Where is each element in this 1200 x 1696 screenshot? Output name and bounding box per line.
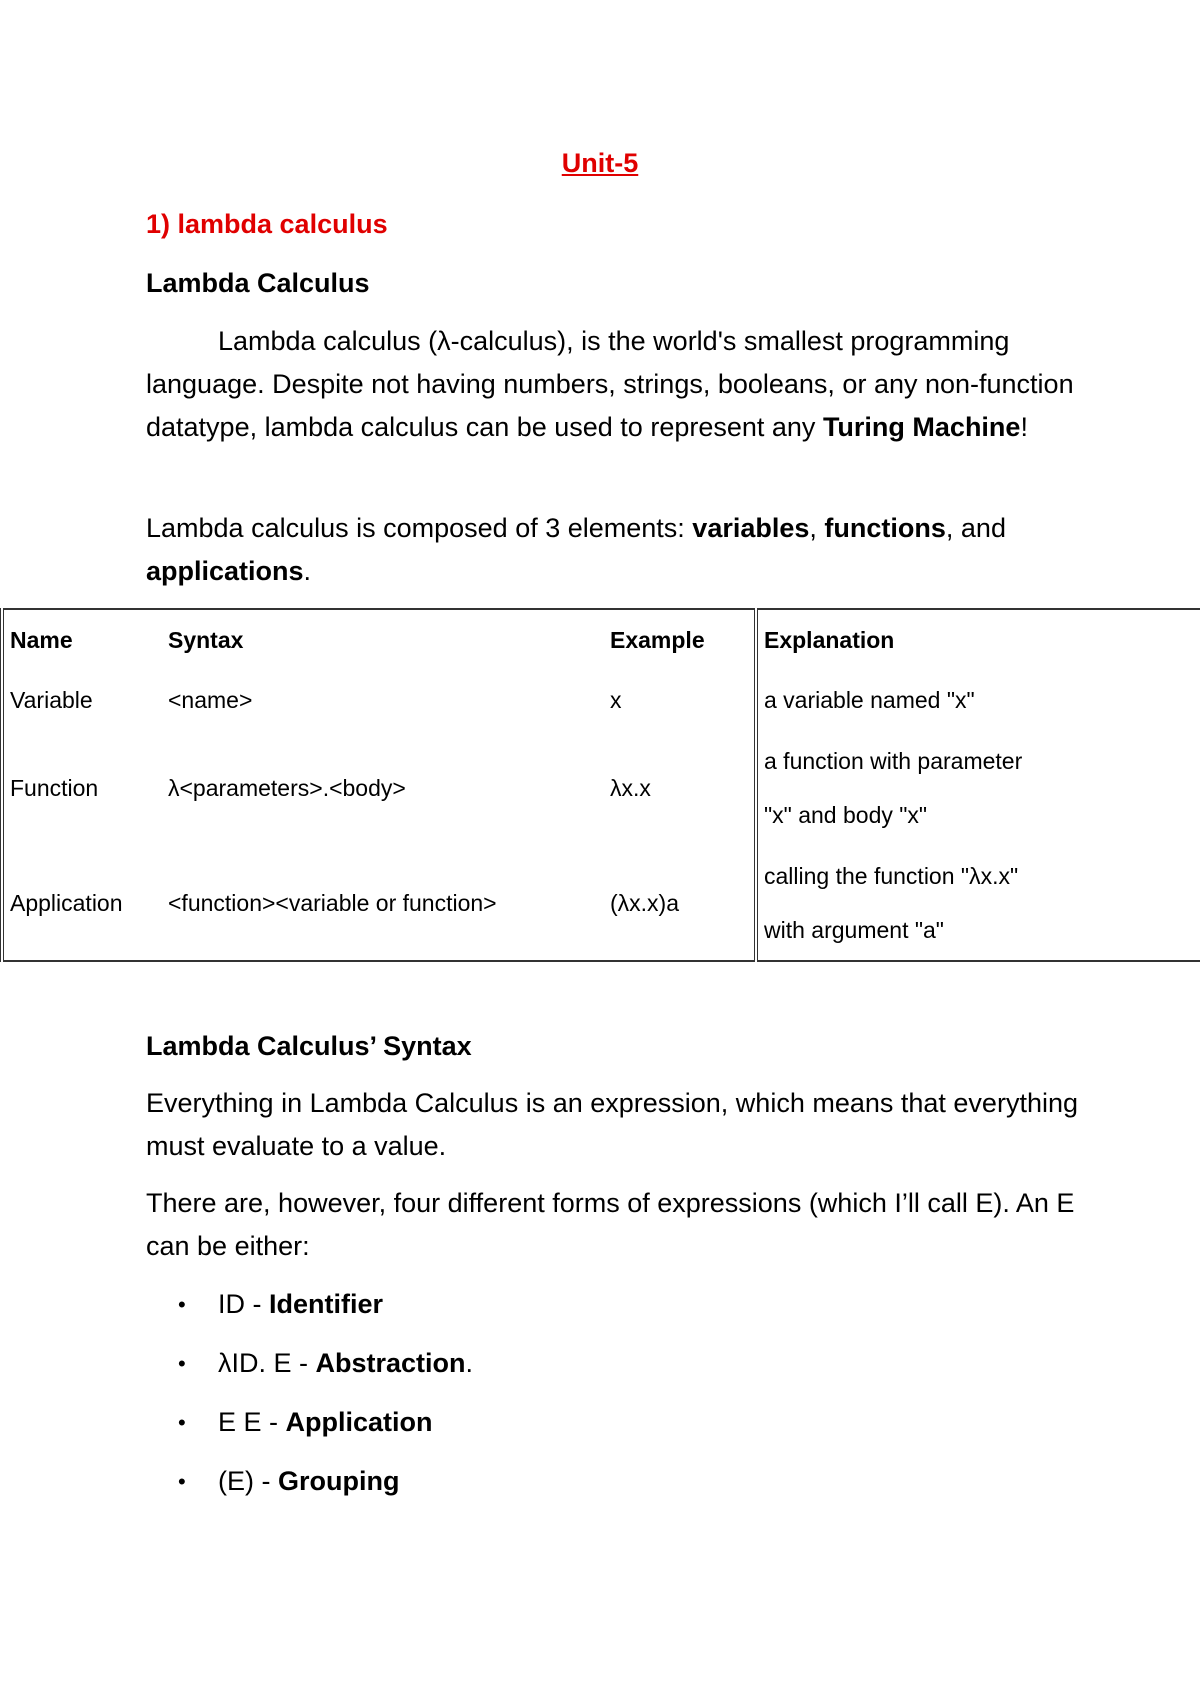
explanation-line-2: with argument "a" — [764, 916, 944, 943]
explanation-line-1: calling the function "λx.x" — [764, 862, 1019, 889]
cell-example: x — [610, 687, 622, 713]
form-prefix: (E) - — [218, 1466, 278, 1496]
bullet-icon: • — [178, 1410, 186, 1435]
bullet-icon: • — [178, 1469, 186, 1494]
intro-paragraph — [146, 320, 1086, 449]
cell-name: Application — [2, 845, 162, 961]
table-row — [2, 730, 1200, 845]
cell-name: Variable — [2, 670, 162, 730]
table-header-row — [2, 609, 1200, 670]
explanation-line-2: "x" and body "x" — [764, 801, 928, 828]
elements-functions: functions — [824, 513, 946, 543]
bullet-icon: • — [178, 1351, 186, 1376]
table-row — [2, 845, 1200, 961]
form-prefix: E E - — [218, 1407, 286, 1437]
elements-variables: variables — [692, 513, 810, 543]
intro-end: ! — [1020, 412, 1028, 442]
cell-syntax: <name> — [168, 687, 253, 713]
cell-name: Function — [2, 730, 162, 845]
table-row — [2, 670, 1200, 730]
header-example: Example — [610, 627, 705, 653]
cell-example: λx.x — [610, 774, 651, 801]
bullet-icon: • — [178, 1292, 186, 1317]
cell-explanation — [756, 730, 1200, 845]
elements-end: . — [303, 556, 312, 586]
cell-example: (λx.x)a — [610, 889, 679, 916]
cell-explanation: a variable named "x" — [756, 670, 1200, 730]
form-name: Grouping — [278, 1466, 400, 1496]
list-item — [146, 1401, 473, 1460]
elements-sep-1: , — [809, 513, 825, 543]
lambda-elements-table — [0, 608, 1200, 962]
unit-title: Unit-5 — [561, 148, 639, 178]
form-prefix: λID. E - — [218, 1348, 316, 1378]
cell-syntax: <function><variable or function> — [168, 889, 497, 916]
elements-sep-2: , and — [945, 513, 1006, 543]
section-heading: 1) lambda calculus — [146, 209, 388, 239]
list-item — [146, 1283, 473, 1342]
form-name: Abstraction — [315, 1348, 466, 1378]
form-prefix: ID - — [218, 1289, 269, 1319]
form-name: Identifier — [269, 1289, 384, 1319]
list-item — [146, 1342, 473, 1401]
header-explanation: Explanation — [756, 609, 1200, 670]
cell-syntax: λ<parameters>.<body> — [168, 774, 406, 801]
syntax-heading: Lambda Calculus’ Syntax — [146, 1031, 472, 1061]
header-name: Name — [2, 609, 162, 670]
intro-bold-term: Turing Machine — [822, 412, 1021, 442]
cell-explanation — [756, 845, 1200, 961]
form-name: Application — [285, 1407, 433, 1437]
list-item — [146, 1460, 473, 1519]
expression-forms-list — [146, 1283, 473, 1519]
expression-paragraph: Everything in Lambda Calculus is an expression, which means that everything must evaluate to a value. — [146, 1088, 1078, 1161]
intro-text: Lambda calculus (λ-calculus), is the world's smallest programming language. Despite not having numbers, strings, booleans, or any non-function datatype, lambda calculus can be used to represent any — [146, 326, 1074, 442]
forms-intro-paragraph: There are, however, four different forms of expressions (which I’ll call E). An E can be either: — [146, 1188, 1075, 1261]
sub-heading: Lambda Calculus — [146, 268, 370, 298]
header-syntax: Syntax — [168, 627, 244, 653]
explanation-line-1: a function with parameter — [764, 747, 1023, 774]
elements-text: Lambda calculus is composed of 3 elements: — [146, 513, 693, 543]
form-suffix: . — [465, 1348, 474, 1378]
elements-applications: applications — [146, 556, 304, 586]
elements-paragraph — [146, 507, 1086, 593]
